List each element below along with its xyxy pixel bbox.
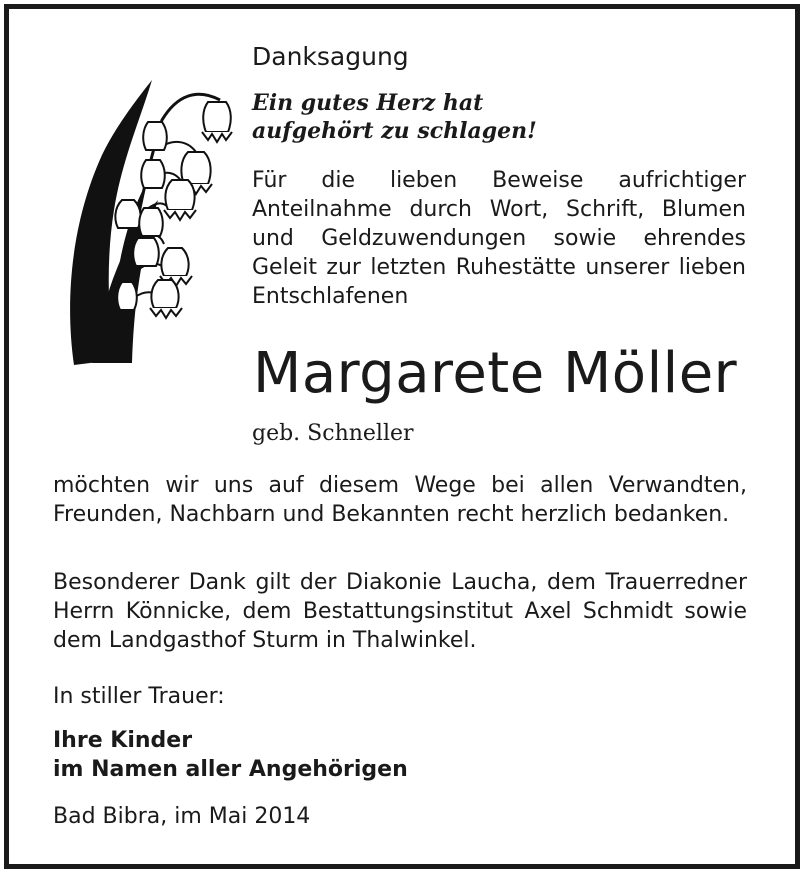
motto-line-1: Ein gutes Herz hat [252,90,484,116]
lily-of-the-valley-icon [62,60,242,370]
signature-line-2: im Namen aller Angehörigen [53,757,408,782]
intro-text: Für die lieben Beweise aufrichtiger Anteilnahme durch Wort, Schrift, Blumen und Geldzuwendungen sowie ehrendes Geleit zur letzten Ruhestätte unserer lieben Entschlafenen [252,168,746,309]
signature [53,726,408,784]
special-thanks-text: Besonderer Dank gilt der Diakonie Laucha, dem Trauerredner Herrn Könnicke, dem Bestattungsinstitut Axel Schmidt sowie dem Landgasthof Sturm in Thalwinkel. [53,570,747,653]
place-date: Bad Bibra, im Mai 2014 [53,804,311,829]
signature-line-1: Ihre Kinder [53,728,193,753]
notice-heading: Danksagung [252,42,409,71]
motto-line-2: aufgehört zu schlagen! [252,118,537,144]
mourning-line: In stiller Trauer: [53,684,225,709]
birth-name: geb. Schneller [252,421,414,446]
thanks-text: möchten wir uns auf diesem Wege bei allen Verwandten, Freunden, Nachbarn und Bekannten recht herzlich bedanken. [53,473,747,527]
deceased-name: Margarete Möller [253,341,738,406]
motto [252,89,537,145]
